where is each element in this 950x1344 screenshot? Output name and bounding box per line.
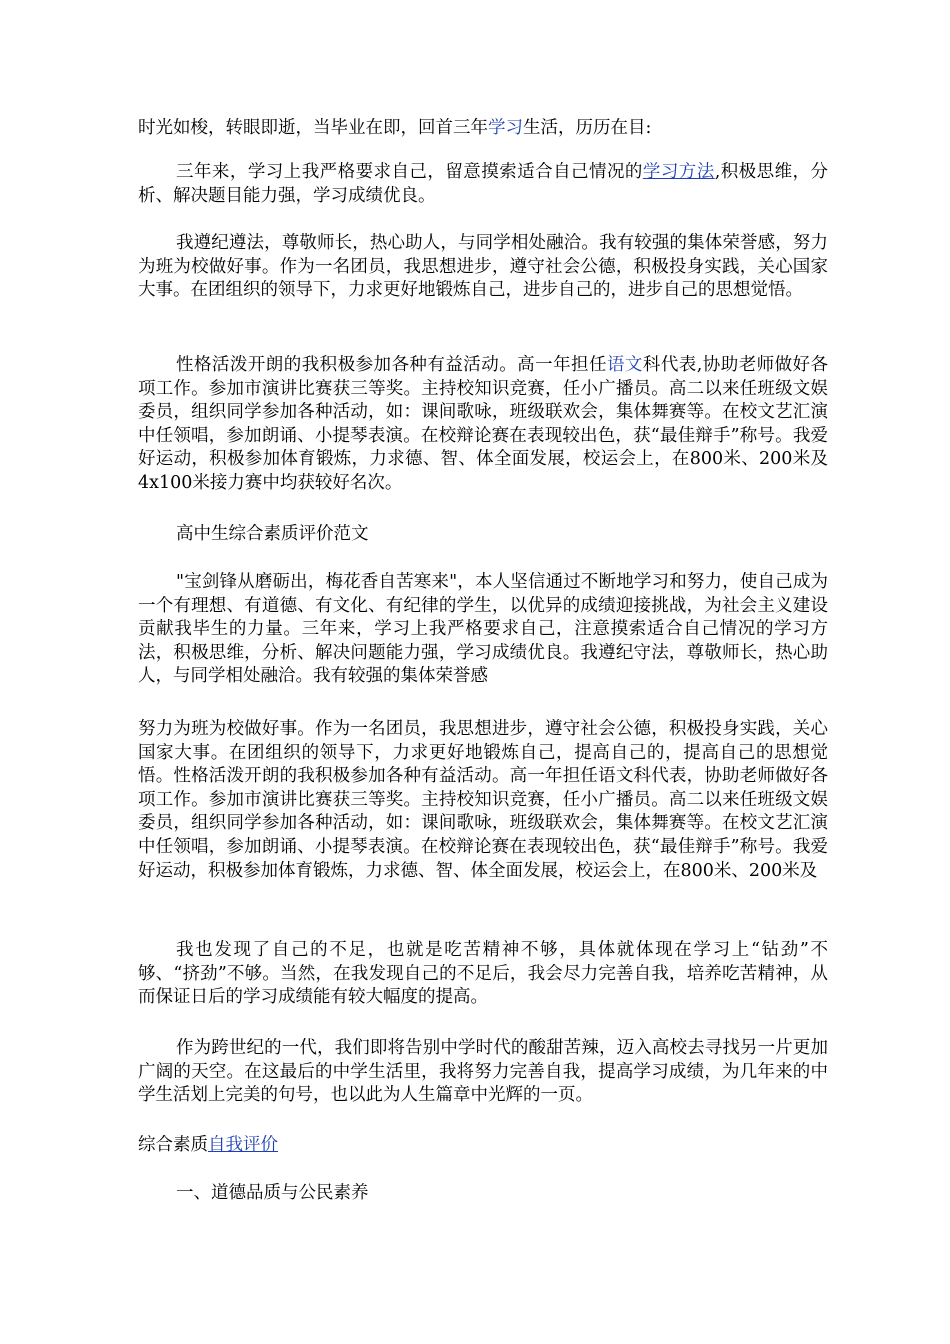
study-text-end: ,积极思维，分析、解决题目能力强，学习成绩优良。 (138, 162, 829, 206)
study-text-start: 三年来，学习上我严格要求自己，留意摸索适合自己情况的 (176, 162, 643, 182)
paragraph-conclusion: 作为跨世纪的一代，我们即将告别中学时代的酸甜苦辣，迈入高校去寻找另一片更加广阔的天空。在这最后的中学生活里，我将努力完善自我，提高学习成绩，为几年来的中学生活划上完美的句号，也以此为人生篇章中光辉的一页。 (138, 1038, 828, 1106)
study-method-link[interactable]: 学习方法 (642, 162, 715, 182)
self-evaluation-link[interactable]: 自我评价 (208, 1135, 278, 1155)
activities-text-start: 性格活泼开朗的我积极参加各种有益活动。高一年担任 (176, 355, 607, 375)
paragraph-shortcomings: 我也发现了自己的不足，也就是吃苦精神不够，具体就体现在学习上“钻劲”不够、“挤劲”不够。当然，在我发现自己的不足后，我会尽力完善自我，培养吃苦精神，从而保证日后的学习成绩能有较大幅度的提高。 (138, 940, 828, 1008)
paragraph-intro (138, 117, 828, 141)
study-link[interactable]: 学习 (488, 118, 523, 138)
paragraph-continued: 努力为班为校做好事。作为一名团员，我思想进步，遵守社会公德，积极投身实践，关心国家大事。在团组织的领导下，力求更好地锻炼自己，提高自己的，提高自己的思想觉悟。性格活泼开朗的我积极参加各种有益活动。高一年担任语文科代表，协助老师做好各项工作。参加市演讲比赛获三等奖。主持校知识竞赛，任小广播员。高二以来任班级文娱委员，组织同学参加各种活动，如：课间歌咏，班级联欢会，集体舞赛等。在校文艺汇演中任领唱，参加朗诵、小提琴表演。在校辩论赛在表现较出色，获“最佳辩手”称号。我爱好运动，积极参加体育锻炼，力求德、智、体全面发展，校运会上，在800米、200米及 (138, 719, 828, 881)
paragraph-sample-essay: "宝剑锋从磨砺出，梅花香自苦寒来"，本人坚信通过不断地学习和努力，使自己成为一个有理想、有道德、有文化、有纪律的学生，以优异的成绩迎接挑战，为社会主义建设贡献我毕生的力量。三年来，学习上我严格要求自己，注意摸索适合自己情况的学习方法，积极思维，分析、解决问题能力强，学习成绩优良。我遵纪守法，尊敬师长，热心助人，与同学相处融洽。我有较强的集体荣誉感 (138, 572, 828, 687)
paragraph-section-item: 一、道德品质与公民素养 (176, 1183, 369, 1203)
activities-text-end: 科代表,协助老师做好各项工作。参加市演讲比赛获三等奖。主持校知识竞赛，任小广播员。高二以来任班级文娱委员，组织同学参加各种活动，如：课间歌咏，班级联欢会，集体舞赛等。在校文艺汇演中任领唱，参加朗诵、小提琴表演。在校辩论赛在表现较出色，获“最佳辩手”称号。我爱好运动，积极参加体育锻炼，力求德、智、体全面发展，校运会上，在800米、200米及4x100米接力赛中均获较好名次。 (138, 355, 829, 493)
paragraph-discipline: 我遵纪遵法，尊敬师长，热心助人，与同学相处融洽。我有较强的集体荣誉感，努力为班为校做好事。作为一名团员，我思想进步，遵守社会公德，积极投身实践，关心国家大事。在团组织的领导下，力求更好地锻炼自己，进步自己的，进步自己的思想觉悟。 (138, 233, 828, 301)
chinese-subject-link[interactable]: 语文 (606, 355, 643, 375)
intro-text-end: 生活，历历在目: (523, 118, 652, 138)
paragraph-subheading: 高中生综合素质评价范文 (176, 524, 369, 544)
intro-text-start: 时光如梭，转眼即逝，当毕业在即，回首三年 (138, 118, 488, 138)
paragraph-study (138, 161, 828, 208)
paragraph-section-title (138, 1134, 828, 1158)
paragraph-activities (138, 354, 828, 496)
section-title-text: 综合素质 (138, 1135, 208, 1155)
